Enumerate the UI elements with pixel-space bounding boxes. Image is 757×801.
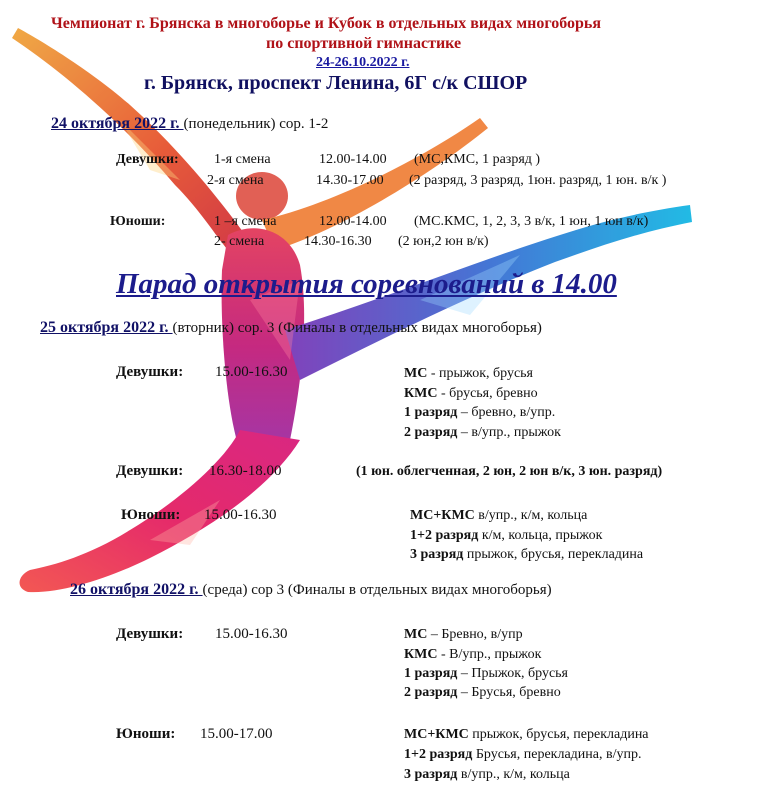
day1-boys-ranks2: (2 юн,2 юн в/к) bbox=[398, 234, 489, 249]
day1-girls-time1: 12.00-14.00 bbox=[319, 152, 387, 167]
day2-boys-event: 3 разряд прыжок, брусья, перекладина bbox=[410, 547, 644, 562]
day2-details: (вторник) сор. 3 (Финалы в отдельных видах многоборья) bbox=[172, 320, 542, 336]
day1-girls-label: Девушки: bbox=[116, 152, 179, 167]
day3-girls-event: 2 разряд – Брусья, бревно bbox=[404, 685, 561, 700]
day2-girls1-event: МС - прыжок, брусья bbox=[404, 366, 533, 381]
opening-parade: Парад открытия соревнований в 14.00 bbox=[116, 268, 617, 300]
day1-girls-time2: 14.30-17.00 bbox=[316, 173, 384, 188]
day2-heading bbox=[40, 320, 542, 337]
day2-girls1-time: 15.00-16.30 bbox=[215, 364, 288, 380]
day2-boys-time: 15.00-16.30 bbox=[204, 507, 277, 523]
day3-girls-label: Девушки: bbox=[116, 626, 184, 642]
day1-date: 24 октября 2022 г. bbox=[51, 115, 184, 132]
day2-boys-event: МС+КМС в/упр., к/м, кольца bbox=[410, 508, 588, 523]
day1-boys-ranks1: (МС.КМС, 1, 2, 3, 3 в/к, 1 юн, 1 юн в/к) bbox=[414, 214, 649, 229]
day1-boys-shift2: 2- смена bbox=[214, 234, 265, 249]
day3-boys-time: 15.00-17.00 bbox=[200, 726, 273, 742]
day2-boys-label: Юноши: bbox=[121, 507, 181, 523]
event-dates: 24-26.10.2022 г. bbox=[316, 55, 410, 70]
event-title-line1: Чемпионат г. Брянска в многоборье и Кубок в отдельных видах многоборья bbox=[51, 15, 601, 32]
day3-boys-event: 3 разряд в/упр., к/м, кольца bbox=[404, 767, 570, 782]
day3-boys-event: МС+КМС прыжок, брусья, перекладина bbox=[404, 727, 649, 742]
day3-boys-event: 1+2 разряд Брусья, перекладина, в/упр. bbox=[404, 747, 642, 762]
day3-girls-time: 15.00-16.30 bbox=[215, 626, 288, 642]
day3-heading bbox=[70, 582, 552, 599]
day2-girls1-label: Девушки: bbox=[116, 364, 184, 380]
day1-girls-ranks2: (2 разряд, 3 разряд, 1юн. разряд, 1 юн. в/к ) bbox=[409, 173, 667, 188]
day2-girls1-event: КМС - брусья, бревно bbox=[404, 386, 538, 401]
day3-boys-label: Юноши: bbox=[116, 726, 176, 742]
day1-girls-shift1: 1-я смена bbox=[214, 152, 271, 167]
day1-girls-ranks1: (МС,КМС, 1 разряд ) bbox=[414, 152, 541, 167]
day3-details: (среда) сор 3 (Финалы в отдельных видах многоборья) bbox=[202, 582, 552, 598]
day2-date: 25 октября 2022 г. bbox=[40, 319, 173, 336]
day1-boys-time1: 12.00-14.00 bbox=[319, 214, 387, 229]
day1-heading bbox=[51, 116, 328, 133]
day3-girls-event: 1 разряд – Прыжок, брусья bbox=[404, 666, 568, 681]
day1-boys-shift1: 1 –я смена bbox=[214, 214, 277, 229]
day2-girls1-event: 1 разряд – бревно, в/упр. bbox=[404, 405, 556, 420]
day1-boys-time2: 14.30-16.30 bbox=[304, 234, 372, 249]
day1-girls-shift2: 2-я смена bbox=[207, 173, 264, 188]
day3-date: 26 октября 2022 г. bbox=[70, 581, 203, 598]
event-title-line2: по спортивной гимнастике bbox=[266, 35, 462, 52]
day2-girls1-event: 2 разряд – в/упр., прыжок bbox=[404, 425, 561, 440]
day2-girls2-time: 16.30-18.00 bbox=[209, 463, 282, 479]
day1-boys-label: Юноши: bbox=[110, 214, 166, 229]
event-venue: г. Брянск, проспект Ленина, 6Г с/к СШОР bbox=[144, 72, 528, 94]
day2-boys-event: 1+2 разряд к/м, кольца, прыжок bbox=[410, 528, 603, 543]
day2-girls2-note: (1 юн. облегченная, 2 юн, 2 юн в/к, 3 юн. разряд) bbox=[356, 464, 663, 479]
day1-details: (понедельник) сор. 1-2 bbox=[183, 116, 329, 132]
day3-girls-event: КМС - В/упр., прыжок bbox=[404, 647, 542, 662]
day3-girls-event: МС – Бревно, в/упр bbox=[404, 627, 523, 642]
day2-girls2-label: Девушки: bbox=[116, 463, 184, 479]
